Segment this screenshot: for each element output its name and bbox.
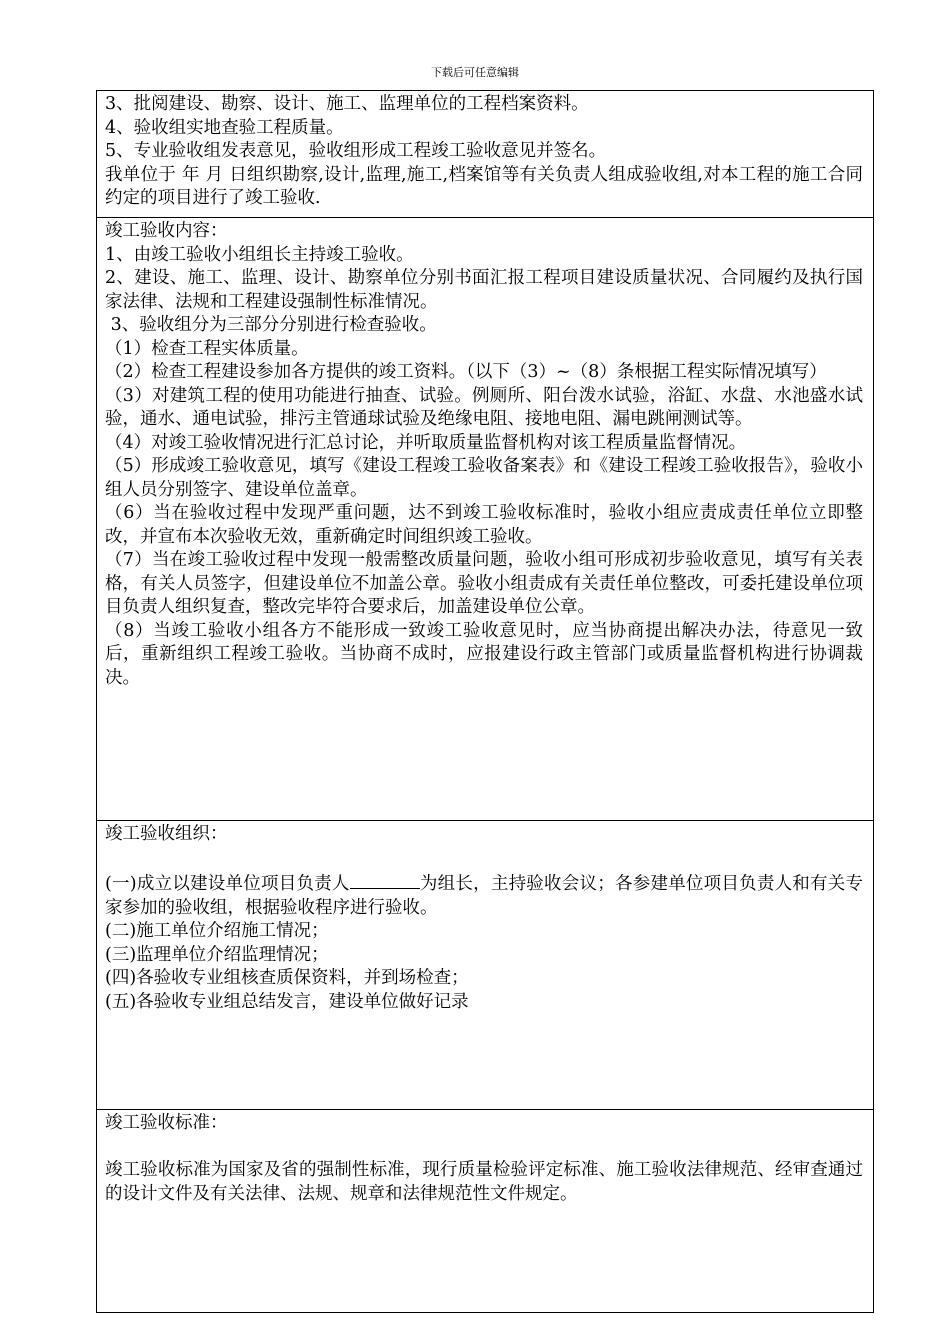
procedure-line: 5、专业验收组发表意见，验收组形成工程竣工验收意见并签名。 <box>105 141 607 161</box>
spacer <box>105 847 863 871</box>
acceptance-standard-cell <box>97 1110 874 1313</box>
content-item: 3、验收组分为三部分分别进行检查验收。 <box>105 315 437 335</box>
procedure-cell <box>97 91 874 218</box>
section-title: 竣工验收标准： <box>105 1113 228 1133</box>
acceptance-organization-cell <box>97 821 874 1110</box>
acceptance-content-cell <box>97 218 874 821</box>
content-item: （5）形成竣工验收意见，填写《建设工程竣工验收备案表》和《建设工程竣工验收报告》，验收小组人员分别签字、建设单位盖章。 <box>105 456 863 500</box>
organization-statement: 我单位于 年 月 日组织勘察,设计,监理,施工,档案馆等有关负责人组成验收组,对本工程的施工合同约定的项目进行了竣工验收. <box>105 164 863 208</box>
content-item: （2）检查工程建设参加各方提供的竣工资料。（以下（3）~（8）条根据工程实际情况填写） <box>105 362 827 382</box>
section-title: 竣工验收内容： <box>105 221 228 241</box>
content-item: 1、由竣工验收小组组长主持竣工验收。 <box>105 244 414 265</box>
content-item: （1）检查工程实体质量。 <box>105 338 309 359</box>
page-header: 下载后可任意编辑 <box>431 66 519 79</box>
content-item: （8）当竣工验收小组各方不能形成一致竣工验收意见时，应当协商提出解决办法，待意见一致后，重新组织工程竣工验收。当协商不成时，应报建设行政主管部门或质量监督机构进行协调裁决。 <box>105 620 863 688</box>
content-item: （3）对建筑工程的使用功能进行抽查、试验。例厕所、阳台泼水试验，浴缸、水盘、水池盛水试验，通水、通电试验，排污主管通球试验及绝缘电阻、接地电阻、漏电跳闸测试等。 <box>105 385 863 429</box>
standard-body: 竣工验收标准为国家及省的强制性标准，现行质量检验评定标准、施工验收法律规范、经审查通过的设计文件及有关法律、法规、规章和法律规范性文件规定。 <box>105 1160 863 1204</box>
organization-item-text: (一)成立以建设单位项目负责人 <box>105 874 350 894</box>
procedure-line: 4、验收组实地查验工程质量。 <box>105 117 344 138</box>
spacer <box>105 1136 863 1160</box>
organization-item: (三)监理单位介绍监理情况； <box>105 944 329 965</box>
procedure-line: 3、批阅建设、勘察、设计、施工、监理单位的工程档案资料。 <box>105 94 589 114</box>
content-item: （7）当在竣工验收过程中发现一般需整改质量问题，验收小组可形成初步验收意见，填写有关表格，有关人员签字，但建设单位不加盖公章。验收小组责成有关责任单位整改，可委托建设单位项目负责人组织复查，整改完毕符合要求后，加盖建设单位公章。 <box>105 550 863 617</box>
organization-item-text: 为组长，主持验收会议；各参建单位项目负责人和有关专家参加的验收组，根据验收程序进行验收。 <box>105 874 864 918</box>
content-item: 2、建设、施工、监理、设计、勘察单位分别书面汇报工程项目建设质量状况、合同履约及执行国家法律、法规和工程建设强制性标准情况。 <box>105 268 863 312</box>
organization-item: (二)施工单位介绍施工情况； <box>105 921 329 941</box>
organization-item: (四)各验收专业组核查质保资料，并到场检查； <box>105 968 469 988</box>
content-item: （4）对竣工验收情况进行汇总讨论，并听取质量监督机构对该工程质量监督情况。 <box>105 432 747 453</box>
acceptance-table <box>96 90 874 1313</box>
section-title: 竣工验收组织： <box>105 824 228 844</box>
leader-name-blank <box>350 870 420 889</box>
content-item: （6）当在验收过程中发现严重问题，达不到竣工验收标准时，验收小组应责成责任单位立即整改，并宣布本次验收无效，重新确定时间组织竣工验收。 <box>105 503 863 547</box>
organization-item <box>105 870 863 920</box>
organization-item: (五)各验收专业组总结发言，建设单位做好记录 <box>105 991 469 1012</box>
